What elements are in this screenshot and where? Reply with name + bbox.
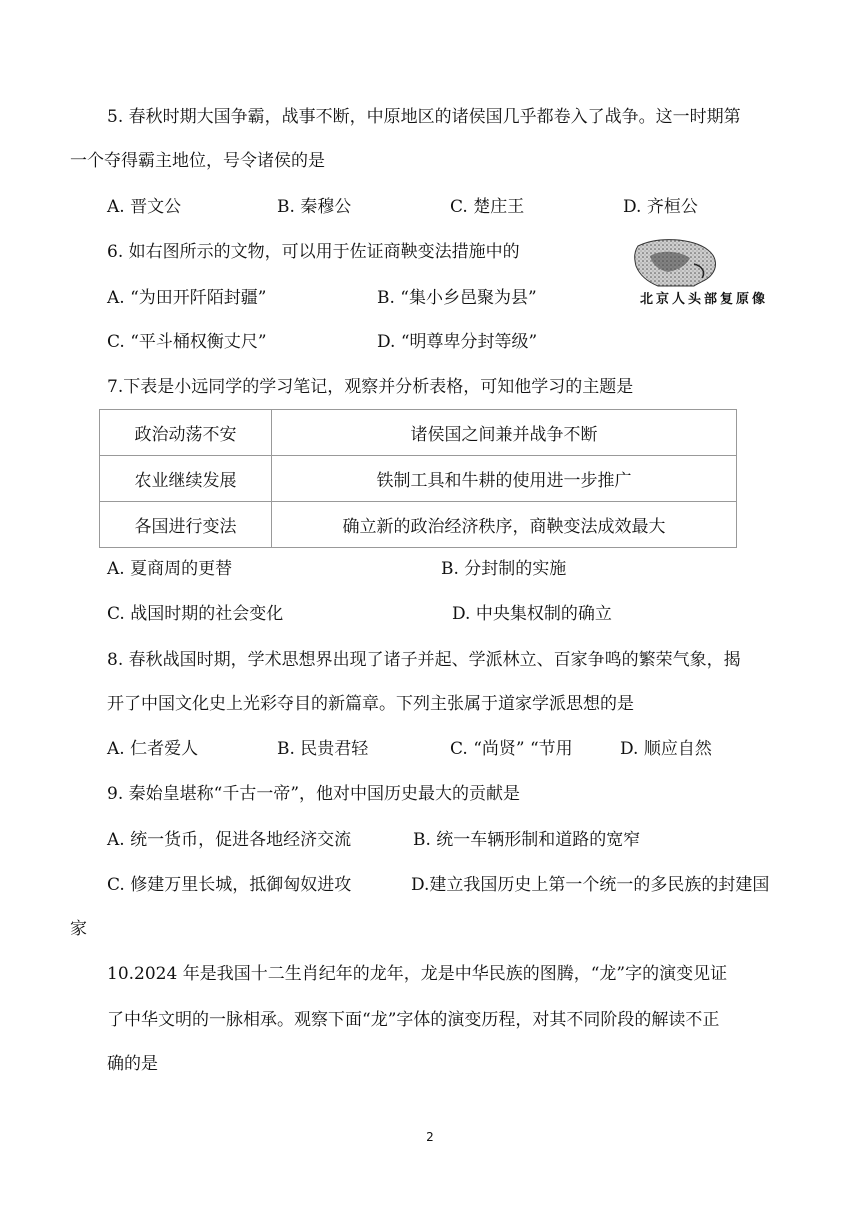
q6-option-b: B. “集小乡邑聚为县” [377, 288, 537, 308]
q6-figure-caption: 北京人头部复原像 [639, 292, 769, 307]
table-row [100, 456, 737, 502]
q8-option-c: C. “尚贤” “节用 [450, 739, 573, 759]
q8-option-b: B. 民贵君轻 [277, 739, 369, 759]
table-row [100, 410, 737, 456]
table-cell-detail: 铁制工具和牛耕的使用进一步推广 [272, 456, 737, 502]
q9-option-d-continued: 家 [70, 919, 87, 939]
table-cell-detail: 确立新的政治经济秩序，商鞅变法成效最大 [272, 502, 737, 548]
q6-option-c: C. “平斗桶权衡丈尺” [107, 332, 267, 352]
q8-stem-line1: 8. 春秋战国时期，学术思想界出现了诸子并起、学派林立、百家争鸣的繁荣气象，揭 [107, 650, 741, 670]
q5-option-d: D. 齐桓公 [623, 197, 698, 217]
table-cell-topic: 各国进行变法 [100, 502, 272, 548]
q6-figure [598, 236, 810, 308]
q5-option-a: A. 晋文公 [107, 197, 182, 217]
q8-option-d: D. 顺应自然 [620, 739, 712, 759]
q9-option-b: B. 统一车辆形制和道路的宽窄 [413, 830, 641, 850]
head-reconstruction-image [598, 236, 810, 308]
q7-stem-line1: 7.下表是小远同学的学习笔记，观察并分析表格，可知他学习的主题是 [107, 377, 634, 397]
q7-notes-table [99, 409, 737, 548]
q7-option-c: C. 战国时期的社会变化 [107, 604, 284, 624]
q6-option-d: D. “明尊卑分封等级” [377, 332, 538, 352]
table-cell-topic: 农业继续发展 [100, 456, 272, 502]
q9-option-d: D.建立我国历史上第一个统一的多民族的封建国 [411, 875, 770, 895]
q6-option-a: A. “为田开阡陌封疆” [107, 288, 267, 308]
page-number: 2 [426, 1130, 434, 1144]
q7-option-d: D. 中央集权制的确立 [452, 604, 612, 624]
q9-stem-line1: 9. 秦始皇堪称“千古一帝”，他对中国历史最大的贡献是 [107, 784, 521, 804]
q5-option-c: C. 楚庄王 [450, 197, 525, 217]
q9-option-c: C. 修建万里长城，抵御匈奴进攻 [107, 875, 352, 895]
q5-stem-line1: 5. 春秋时期大国争霸，战事不断，中原地区的诸侯国几乎都卷入了战争。这一时期第 [107, 107, 741, 127]
q5-stem-line2: 一个夺得霸主地位，号令诸侯的是 [70, 151, 325, 171]
table-cell-detail: 诸侯国之间兼并战争不断 [272, 410, 737, 456]
table-row [100, 502, 737, 548]
q7-option-b: B. 分封制的实施 [441, 559, 567, 579]
q10-stem-line3: 确的是 [107, 1054, 158, 1074]
q8-option-a: A. 仁者爱人 [107, 739, 199, 759]
q10-stem-line1: 10.2024 年是我国十二生肖纪年的龙年，龙是中华民族的图腾，“龙”字的演变见证 [107, 964, 728, 984]
q7-option-a: A. 夏商周的更替 [107, 559, 233, 579]
table-cell-topic: 政治动荡不安 [100, 410, 272, 456]
q5-option-b: B. 秦穆公 [277, 197, 352, 217]
q9-option-a: A. 统一货币，促进各地经济交流 [107, 830, 352, 850]
q6-stem-line1: 6. 如右图所示的文物，可以用于佐证商鞅变法措施中的 [107, 242, 520, 262]
q8-stem-line2: 开了中国文化史上光彩夺目的新篇章。下列主张属于道家学派思想的是 [107, 694, 634, 714]
q10-stem-line2: 了中华文明的一脉相承。观察下面“龙”字体的演变历程，对其不同阶段的解读不正 [107, 1010, 720, 1030]
